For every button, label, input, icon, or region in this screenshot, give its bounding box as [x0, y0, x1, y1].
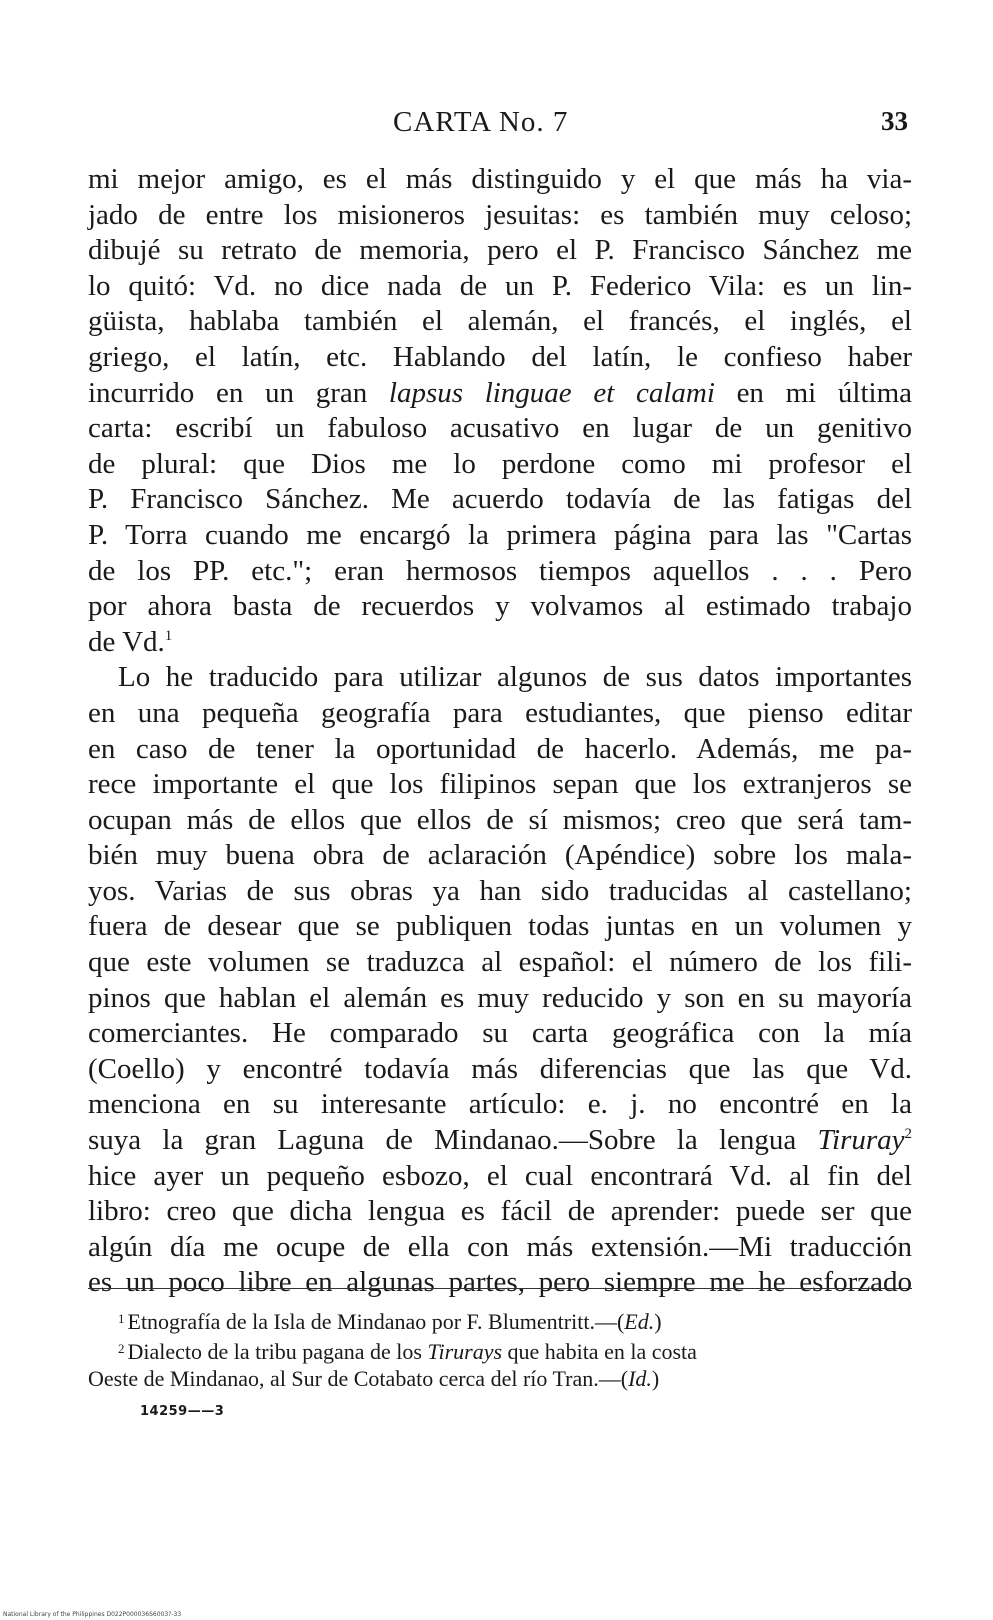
text-line: [88, 376, 912, 412]
printer-signature: 14259——3: [140, 1404, 225, 1419]
scan-footer: National Library of the Philippines D022P000036S6003?-33: [3, 1611, 182, 1618]
footnote-text: Oeste de Mindanao, al Sur de Cotabato cerca del río Tran.—(: [88, 1366, 629, 1391]
text-line: libro: creo que dicha lengua es fácil de aprender: puede ser que: [88, 1195, 912, 1228]
text-line: P. Torra cuando me encargó la primera página para las "Cartas: [88, 518, 912, 551]
footnote-text: Dialecto de la tribu pagana de los: [127, 1339, 422, 1364]
text-line: dibujé su retrato de memoria, pero el P. Francisco Sánchez me: [88, 234, 912, 267]
text-line: yos. Varias de sus obras ya han sido traducidas al castellano;: [88, 874, 912, 907]
footnote-rule: [88, 1288, 912, 1289]
text-line: mi mejor amigo, es el más distinguido y el que más ha via-: [88, 163, 912, 195]
footnote-italic: Id.: [628, 1366, 652, 1391]
footnote-ref: 1: [164, 627, 173, 644]
footnote-number: 1: [118, 1311, 125, 1326]
footnote-close: ): [651, 1366, 660, 1391]
text-line: es un poco libre en algunas partes, pero siempre me he esforzado: [88, 1266, 912, 1299]
text-line: algún día me ocupe de ella con más extensión.—Mi traducción: [88, 1230, 912, 1263]
footnote-italic: Tirurays: [427, 1339, 503, 1364]
footnote-1: [88, 1304, 912, 1334]
footnote-number: 2: [118, 1341, 125, 1356]
body-text: [88, 162, 912, 1301]
text-segment: incurrido en un gran: [88, 376, 368, 409]
text-line: (Coello) y encontré todavía más diferencias que las que Vd.: [88, 1052, 912, 1085]
text-line: en caso de tener la oportunidad de hacerlo. Además, me pa-: [88, 732, 912, 765]
text-line: güista, hablaba también el alemán, el francés, el inglés, el: [88, 305, 912, 338]
italic-phrase: lapsus linguae et calami: [388, 376, 715, 409]
footnote-text: Etnografía de la Isla de Mindanao por F. Blumentritt.—(: [127, 1309, 625, 1334]
text-line: [88, 1123, 912, 1159]
text-line: menciona en su interesante artículo: e. j. no encontré en la: [88, 1088, 912, 1121]
footnote-italic: Ed.: [624, 1309, 655, 1334]
footnote-2-continued: [88, 1364, 912, 1394]
footnotes: [88, 1304, 912, 1394]
text-segment: de Vd.: [88, 625, 165, 658]
text-line: fuera de desear que se publiquen todas juntas en un volumen y: [88, 910, 912, 943]
footnote-2: [88, 1334, 912, 1364]
text-line: P. Francisco Sánchez. Me acuerdo todavía de las fatigas del: [88, 483, 912, 516]
text-line: [88, 625, 912, 661]
text-segment: suya la gran Laguna de Mindanao.—Sobre la lengua: [88, 1124, 797, 1157]
text-line: pinos que hablan el alemán es muy reducido y son en su mayoría: [88, 981, 912, 1014]
text-line: Lo he traducido para utilizar algunos de sus datos importantes: [118, 661, 912, 694]
italic-tiruray: Tiruray: [817, 1124, 905, 1157]
text-line: de plural: que Dios me lo perdone como mi profesor el: [88, 447, 912, 480]
page-number: 33: [881, 106, 908, 136]
text-line: hice ayer un pequeño esbozo, el cual encontrará Vd. al fin del: [88, 1159, 912, 1192]
text-line: lo quitó: Vd. no dice nada de un P. Federico Vila: es un lin-: [88, 269, 912, 302]
footnote-close: ): [654, 1309, 662, 1334]
text-line: bién muy buena obra de aclaración (Apéndice) sobre los mala-: [88, 839, 912, 872]
running-title: CARTA No. 7: [393, 106, 569, 138]
text-line: de los PP. etc."; eran hermosos tiempos aquellos . . . Pero: [88, 554, 912, 587]
text-line: en una pequeña geografía para estudiantes, que pienso editar: [88, 696, 912, 729]
text-line: rece importante el que los filipinos sepan que los extranjeros se: [88, 768, 912, 801]
text-line: comerciantes. He comparado su carta geográfica con la mía: [88, 1017, 912, 1050]
text-line: ocupan más de ellos que ellos de sí mismos; creo que será tam-: [88, 803, 912, 836]
page-header: [88, 106, 908, 146]
footnote-text-rest: que habita en la costa: [507, 1339, 697, 1364]
text-line: jado de entre los misioneros jesuitas: es también muy celoso;: [88, 198, 912, 231]
text-line: por ahora basta de recuerdos y volvamos al estimado trabajo: [88, 590, 912, 623]
text-line: carta: escribí un fabuloso acusativo en lugar de un genitivo: [88, 412, 912, 445]
text-line: griego, el latín, etc. Hablando del latín, le confieso haber: [88, 340, 912, 373]
text-segment: en mi última: [736, 376, 912, 409]
text-line: que este volumen se traduzca al español: el número de los fili-: [88, 946, 912, 979]
footnote-ref: 2: [904, 1126, 913, 1143]
